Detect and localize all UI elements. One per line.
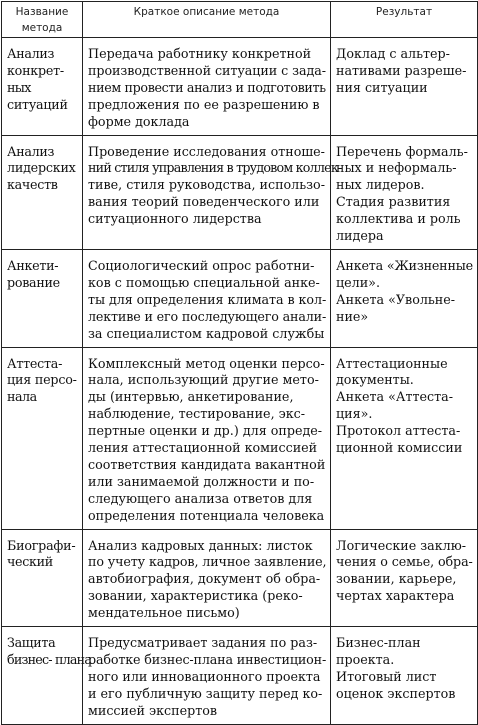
- cell-line: Анализ кадровых данных: листок: [88, 537, 313, 553]
- table-row: [2, 249, 478, 347]
- cell-line: проекта.: [336, 652, 395, 667]
- cell-line: коллектива и роль: [336, 211, 461, 227]
- cell-line: ция персо-: [7, 372, 77, 388]
- cell-line: ция».: [336, 406, 373, 422]
- cell-line: ных лидеров.: [336, 177, 425, 193]
- header-line: Название: [15, 6, 69, 18]
- cell-line: Биографи-: [7, 537, 76, 553]
- cell-line: цели».: [336, 274, 380, 290]
- header-method-name: [2, 2, 83, 38]
- method-result-cell: [331, 347, 478, 529]
- cell-line: ного или инновационного проекта: [88, 668, 321, 684]
- cell-line: Передача работнику конкретной: [88, 46, 312, 61]
- cell-line: Проведение исследования отноше-: [88, 143, 325, 159]
- cell-line: нала, использующий другие мето-: [88, 372, 319, 388]
- header-row: [2, 2, 478, 38]
- cell-line: Стадия развития: [336, 194, 451, 210]
- method-result-cell: [331, 529, 478, 627]
- cell-line: ты для определения климата в кол-: [88, 291, 327, 307]
- cell-line: Аттеста-: [7, 355, 63, 371]
- cell-line: лидера: [336, 228, 384, 244]
- cell-line: тиве, стиля руководства, использо-: [88, 177, 325, 193]
- cell-line: Логические заклю-: [336, 537, 467, 553]
- cell-line: или занимаемой должности и по-: [88, 473, 315, 489]
- method-description-cell: [83, 347, 331, 529]
- cell-line: ды (интервью, анкетирование,: [88, 389, 294, 405]
- method-result-cell: [331, 135, 478, 249]
- cell-line: автобиография, документ об обра-: [88, 571, 321, 587]
- method-description-cell: [83, 135, 342, 249]
- method-description-cell: [83, 249, 331, 347]
- method-name-cell: [2, 529, 83, 627]
- cell-line: предложения по ее разрешению в: [88, 96, 320, 112]
- cell-line: работке бизнес-плана инвестицион-: [88, 652, 327, 667]
- cell-line: ных: [7, 79, 31, 95]
- cell-line: Доклад с альтер-: [336, 46, 450, 61]
- table-row: [2, 529, 478, 627]
- cell-line: мендательное письмо): [88, 605, 240, 621]
- cell-line: Анкета «Жизненные: [336, 257, 473, 273]
- cell-line: Анкета «Увольне-: [336, 291, 456, 307]
- cell-line: вания теорий поведенческого или: [88, 194, 320, 210]
- cell-line: Аттестационные: [336, 355, 448, 371]
- method-result-cell: [331, 627, 478, 725]
- cell-line: зовании, карьере,: [336, 571, 457, 587]
- methods-table: [1, 1, 478, 725]
- cell-line: нативами разреше-: [336, 62, 467, 78]
- cell-line: Перечень формаль-: [336, 143, 468, 159]
- method-result-cell: [331, 38, 478, 136]
- header-result: [331, 2, 478, 38]
- cell-line: форме доклада: [88, 113, 190, 129]
- cell-line: документы.: [336, 372, 414, 388]
- header-description: [83, 2, 331, 38]
- cell-line: ния ситуации: [336, 79, 428, 95]
- table-row: [2, 347, 478, 529]
- method-name-cell: [2, 347, 83, 529]
- cell-line: ческий: [7, 554, 53, 570]
- cell-line: ков с помощью специальной анке-: [88, 274, 320, 290]
- cell-line: конкрет-: [7, 62, 64, 78]
- cell-line: миссией экспертов: [88, 702, 218, 718]
- cell-line: Анализ: [7, 143, 55, 159]
- method-name-cell: [2, 627, 92, 725]
- cell-line: Анализ: [7, 46, 55, 61]
- cell-line: ления аттестационной комиссией: [88, 440, 318, 456]
- cell-line: ных и неформаль-: [336, 160, 457, 176]
- cell-line: Анкети-: [7, 257, 59, 273]
- cell-line: Бизнес-план: [336, 635, 421, 651]
- cell-line: чертах характера: [336, 588, 455, 604]
- cell-line: ционной комиссии: [336, 440, 463, 456]
- cell-line: бизнес- плана: [7, 652, 92, 667]
- cell-line: Анкета «Аттеста-: [336, 389, 454, 405]
- cell-line: чения о семье, обра-: [336, 554, 473, 570]
- cell-line: Предусматривает задания по раз-: [88, 635, 318, 651]
- cell-line: рование: [7, 274, 60, 290]
- cell-line: следующего анализа ответов для: [88, 490, 313, 506]
- cell-line: ситуационного лидерства: [88, 211, 262, 227]
- cell-line: зовании, характеристика (реко-: [88, 588, 303, 604]
- cell-line: наблюдение, тестирование, экс-: [88, 406, 306, 422]
- cell-line: нала: [7, 389, 37, 405]
- cell-line: качеств: [7, 177, 58, 193]
- cell-line: пертные оценки и др.) для опреде-: [88, 423, 323, 439]
- header-line: Результат: [375, 6, 433, 18]
- method-description-cell: [83, 529, 331, 627]
- method-name-cell: [2, 135, 83, 249]
- cell-line: Итоговый лист: [336, 668, 437, 684]
- header-line: метода: [21, 22, 63, 34]
- method-name-cell: [2, 249, 83, 347]
- method-name-cell: [2, 38, 83, 136]
- cell-line: за специалистом кадровой службы: [88, 325, 325, 341]
- cell-line: Протокол аттеста-: [336, 423, 461, 439]
- table-row: [2, 627, 478, 725]
- cell-line: определения потенциала человека: [88, 507, 325, 523]
- method-result-cell: [331, 249, 478, 347]
- table-row: [2, 38, 478, 136]
- cell-line: по учету кадров, личное заявление,: [88, 554, 327, 570]
- method-description-cell: [83, 38, 331, 136]
- cell-line: ние»: [336, 308, 369, 324]
- cell-line: соответствия кандидата вакантной: [88, 456, 326, 472]
- header-line: Краткое описание метода: [133, 6, 280, 18]
- cell-line: и его публичную защиту перед ко-: [88, 685, 323, 701]
- cell-line: Комплексный метод оценки персо-: [88, 355, 325, 371]
- table-row: [2, 135, 478, 249]
- cell-line: Защита: [7, 635, 56, 651]
- cell-line: производственной ситуации с зада-: [88, 62, 327, 78]
- cell-line: Социологический опрос работни-: [88, 257, 315, 273]
- cell-line: лективе и его последующего анали-: [88, 308, 327, 324]
- method-description-cell: [83, 627, 331, 725]
- cell-line: лидерских: [7, 160, 76, 176]
- cell-line: ситуаций: [7, 96, 68, 112]
- cell-line: оценок экспертов: [336, 685, 456, 701]
- cell-line: нием провести анализ и подготовить: [88, 79, 326, 95]
- cell-line: ний стиля управления в трудовом коллек-: [88, 160, 342, 176]
